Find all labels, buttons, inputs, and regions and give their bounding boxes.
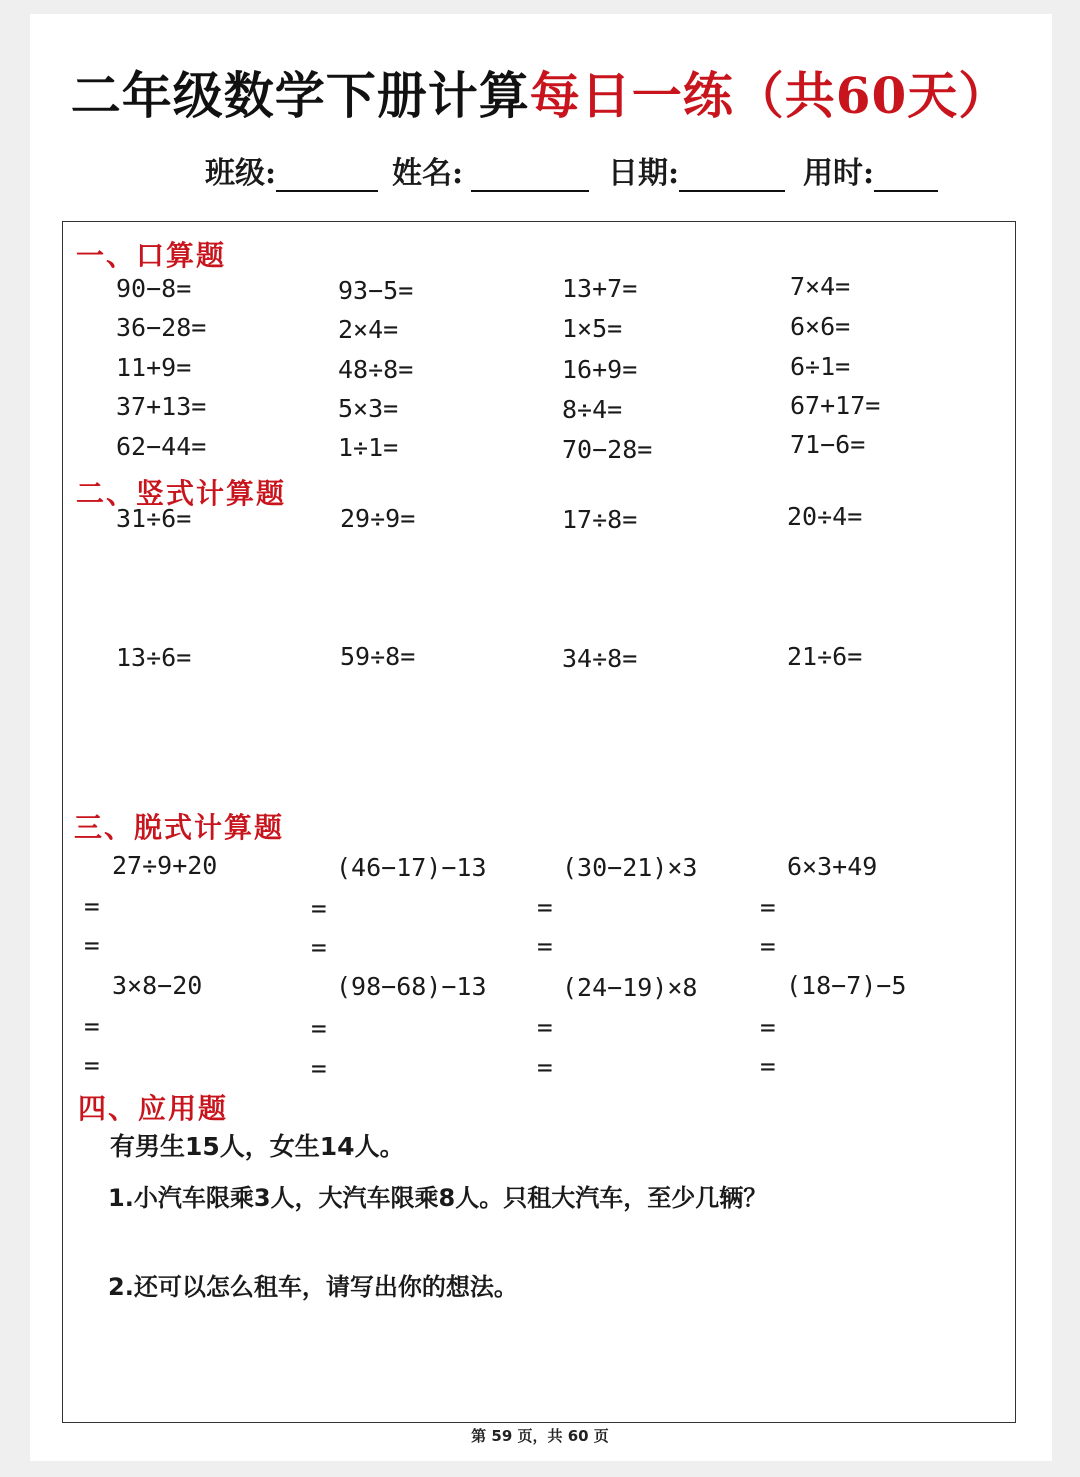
equals-sign: = [311,1014,327,1044]
section-title-vertical: 二、竖式计算题 [76,477,287,510]
equals-sign: = [537,1013,553,1043]
vertical-problem: 59÷8= [340,642,416,671]
oral-problem: 37+13= [116,392,207,421]
date-field [608,148,785,192]
vertical-problem: 29÷9= [340,504,416,533]
vertical-problem: 20÷4= [787,502,863,531]
oral-problem: 62−44= [116,432,207,461]
class-blank [276,160,378,192]
application-intro: 有男生15人，女生14人。 [110,1132,405,1161]
equals-sign: = [760,1052,776,1082]
equals-sign: = [760,932,776,962]
oral-problem: 7×4= [790,272,851,301]
step-problem: 3×8−20 [112,971,203,1000]
oral-problem: 67+17= [790,391,881,420]
vertical-problem: 17÷8= [562,505,638,534]
oral-problem: 6×6= [790,312,851,341]
oral-problem: 16+9= [562,355,638,384]
oral-problem: 36−28= [116,313,207,342]
equals-sign: = [537,932,553,962]
vertical-problem: 13÷6= [116,643,192,672]
equals-sign: = [760,1013,776,1043]
title-part-black: 二年级数学下册计算 [70,66,530,125]
step-problem: (30−21)×3 [562,853,698,882]
info-row [205,148,965,191]
section-title-oral: 一、口算题 [76,239,227,272]
equals-sign: = [537,893,553,923]
oral-problem: 6÷1= [790,352,851,381]
equals-sign: = [84,892,100,922]
oral-problem: 48÷8= [338,355,414,384]
vertical-problem: 21÷6= [787,642,863,671]
equals-sign: = [311,933,327,963]
step-problem: (46−17)−13 [336,853,487,882]
name-label: 姓名: [392,156,464,191]
oral-problem: 71−6= [790,430,866,459]
step-problem: 27÷9+20 [112,851,218,880]
time-field [803,148,938,192]
oral-problem: 1×5= [562,314,623,343]
vertical-problem: 31÷6= [116,504,192,533]
page-footer: 第 59 页，共 60 页 [471,1427,609,1445]
title-part-red: 每日一练（共60天） [529,66,1010,125]
equals-sign: = [84,931,100,961]
step-problem: (18−7)−5 [786,971,907,1000]
section-title-step: 三、脱式计算题 [74,811,285,844]
equals-sign: = [84,1051,100,1081]
oral-problem: 93−5= [338,276,414,305]
oral-problem: 90−8= [116,274,192,303]
oral-problem: 5×3= [338,394,399,423]
oral-problem: 1÷1= [338,433,399,462]
name-blank [471,160,589,192]
name-field [392,148,589,192]
date-label: 日期: [608,156,680,191]
step-problem: 6×3+49 [787,852,878,881]
equals-sign: = [311,894,327,924]
oral-problem: 13+7= [562,274,638,303]
section-title-application: 四、应用题 [78,1092,229,1125]
time-blank [874,160,938,192]
equals-sign: = [311,1054,327,1084]
oral-problem: 2×4= [338,315,399,344]
oral-problem: 70−28= [562,435,653,464]
equals-sign: = [84,1012,100,1042]
step-problem: (24−19)×8 [562,973,698,1002]
step-problem: (98−68)−13 [336,972,487,1001]
time-label: 用时: [803,156,875,191]
vertical-problem: 34÷8= [562,644,638,673]
class-field [205,148,378,192]
oral-problem: 8÷4= [562,395,623,424]
equals-sign: = [537,1053,553,1083]
application-question-1: 1.小汽车限乘3人，大汽车限乘8人。只租大汽车，至少几辆？ [108,1184,768,1212]
oral-problem: 11+9= [116,353,192,382]
class-label: 班级: [205,156,277,191]
application-question-2: 2.还可以怎么租车，请写出你的想法。 [108,1273,518,1301]
page-title [0,56,1080,128]
equals-sign: = [760,893,776,923]
date-blank [679,160,785,192]
